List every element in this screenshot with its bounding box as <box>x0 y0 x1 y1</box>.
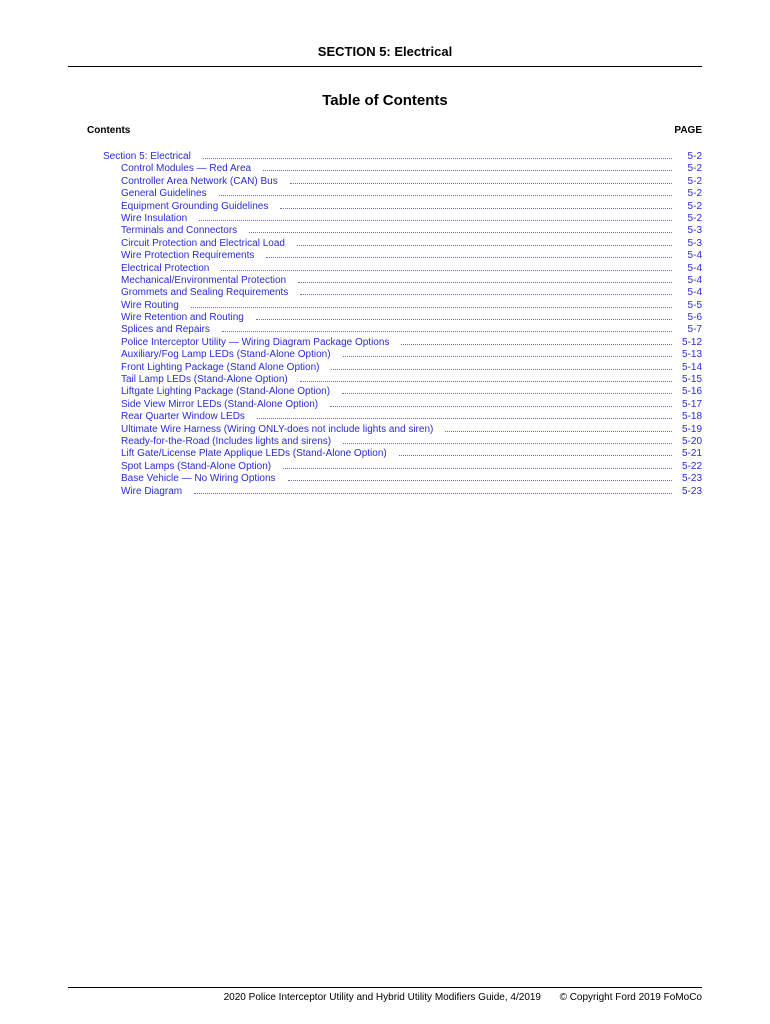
toc-entry[interactable] <box>103 200 702 212</box>
toc-entry-page[interactable]: 5-2 <box>687 188 702 200</box>
toc-entry[interactable] <box>103 423 702 435</box>
dot-leader <box>283 460 672 469</box>
toc-entry[interactable] <box>103 162 702 174</box>
toc-entry[interactable] <box>103 323 702 335</box>
dot-leader <box>300 373 672 382</box>
toc-entry[interactable] <box>103 175 702 187</box>
dot-leader <box>266 249 672 258</box>
toc-entry-label[interactable]: Ultimate Wire Harness (Wiring ONLY-does not include lights and siren) <box>121 423 434 435</box>
toc-entry-label[interactable]: Wire Protection Requirements <box>121 250 255 262</box>
header-rule <box>68 66 702 67</box>
toc-entry-page[interactable]: 5-7 <box>687 324 702 336</box>
toc-entry[interactable] <box>103 187 702 199</box>
dot-leader <box>199 212 672 221</box>
toc-entry-page[interactable]: 5-3 <box>687 225 702 237</box>
toc-entry-page[interactable]: 5-13 <box>681 349 702 361</box>
toc-entry-page[interactable]: 5-21 <box>681 448 702 460</box>
toc-entry-page[interactable]: 5-4 <box>687 250 702 262</box>
dot-leader <box>330 398 672 407</box>
footer-copyright: © Copyright Ford 2019 FoMoCo <box>559 992 702 1003</box>
toc-entry[interactable] <box>103 274 702 286</box>
toc-entry-page[interactable]: 5-3 <box>687 237 702 249</box>
dot-leader <box>290 175 672 184</box>
toc-entry[interactable] <box>103 435 702 447</box>
dot-leader <box>399 447 672 456</box>
toc-entry-page[interactable]: 5-4 <box>687 287 702 299</box>
toc-entry-label[interactable]: Auxiliary/Fog Lamp LEDs (Stand-Alone Option) <box>121 349 331 361</box>
toc-list <box>103 150 702 497</box>
toc-entry-page[interactable]: 5-2 <box>687 200 702 212</box>
toc-entry-page[interactable]: 5-23 <box>681 485 702 497</box>
contents-column-label: Contents <box>87 125 131 136</box>
toc-entry-label[interactable]: Ready-for-the-Road (Includes lights and sirens) <box>121 435 332 447</box>
toc-entry-page[interactable]: 5-5 <box>687 299 702 311</box>
toc-entry-label[interactable]: Terminals and Connectors <box>121 225 238 237</box>
toc-entry[interactable] <box>103 336 702 348</box>
toc-entry-label[interactable]: Liftgate Lighting Package (Stand-Alone Option) <box>121 386 331 398</box>
footer-guide-title: 2020 Police Interceptor Utility and Hybrid Utility Modifiers Guide, 4/2019 <box>223 992 541 1003</box>
footer-rule <box>68 987 702 988</box>
toc-entry-label[interactable]: Front Lighting Package (Stand Alone Option) <box>121 361 320 373</box>
toc-entry[interactable] <box>103 410 702 422</box>
dot-leader <box>249 224 672 233</box>
toc-entry-label[interactable]: Rear Quarter Window LEDs <box>121 411 245 423</box>
toc-entry[interactable] <box>103 224 702 236</box>
toc-title: Table of Contents <box>322 92 448 109</box>
toc-entry-label[interactable]: Equipment Grounding Guidelines <box>121 200 269 212</box>
toc-entry-label[interactable]: Side View Mirror LEDs (Stand-Alone Option) <box>121 398 319 410</box>
toc-entry[interactable] <box>103 348 702 360</box>
toc-entry-label[interactable]: Base Vehicle — No Wiring Options <box>121 473 276 485</box>
page-column-label: PAGE <box>674 125 702 136</box>
toc-entry-label[interactable]: Lift Gate/License Plate Applique LEDs (Stand-Alone Option) <box>121 448 387 460</box>
toc-entry-page[interactable]: 5-6 <box>687 312 702 324</box>
toc-entry[interactable] <box>103 460 702 472</box>
toc-entry-label[interactable]: Wire Routing <box>121 299 179 311</box>
toc-entry[interactable] <box>103 361 702 373</box>
dot-leader <box>203 150 672 159</box>
dot-leader <box>288 472 672 481</box>
toc-entry[interactable] <box>103 472 702 484</box>
dot-leader <box>343 348 672 357</box>
toc-entry[interactable] <box>103 286 702 298</box>
dot-leader <box>221 262 672 271</box>
section-header: SECTION 5: Electrical <box>317 44 453 59</box>
toc-entry-page[interactable]: 5-4 <box>687 274 702 286</box>
dot-leader <box>401 336 672 345</box>
toc-entry-label[interactable]: Tail Lamp LEDs (Stand-Alone Option) <box>121 374 288 386</box>
toc-entry-label[interactable]: Controller Area Network (CAN) Bus <box>121 175 278 187</box>
dot-leader <box>343 435 672 444</box>
toc-entry[interactable] <box>103 150 702 162</box>
toc-entry-label[interactable]: Grommets and Sealing Requirements <box>121 287 289 299</box>
dot-leader <box>222 323 672 332</box>
toc-entry-label[interactable]: General Guidelines <box>121 188 207 200</box>
toc-entry-page[interactable]: 5-22 <box>681 460 702 472</box>
toc-entry-page[interactable]: 5-20 <box>681 435 702 447</box>
toc-entry-page[interactable]: 5-2 <box>687 212 702 224</box>
toc-entry[interactable] <box>103 262 702 274</box>
dot-leader <box>300 286 672 295</box>
toc-entry[interactable] <box>103 485 702 497</box>
toc-entry-page[interactable]: 5-2 <box>687 151 702 162</box>
dot-leader <box>256 311 672 320</box>
toc-entry-page[interactable]: 5-2 <box>687 163 702 175</box>
toc-entry-page[interactable]: 5-15 <box>681 374 702 386</box>
dot-leader <box>298 274 672 283</box>
toc-entry[interactable] <box>103 249 702 261</box>
toc-entry-page[interactable]: 5-18 <box>681 411 702 423</box>
toc-entry-label[interactable]: Circuit Protection and Electrical Load <box>121 237 285 249</box>
toc-entry-label[interactable]: Wire Insulation <box>121 212 188 224</box>
toc-entry-label[interactable]: Control Modules — Red Area <box>121 163 252 175</box>
dot-leader <box>331 361 672 370</box>
toc-entry[interactable] <box>103 311 702 323</box>
toc-entry[interactable] <box>103 237 702 249</box>
dot-leader <box>191 299 672 308</box>
dot-leader <box>219 187 672 196</box>
toc-entry-label[interactable]: Spot Lamps (Stand-Alone Option) <box>121 460 272 472</box>
dot-leader <box>257 410 672 419</box>
dot-leader <box>297 237 672 246</box>
toc-entry[interactable] <box>103 212 702 224</box>
toc-entry-page[interactable]: 5-12 <box>681 336 702 348</box>
toc-entry-label[interactable]: Wire Diagram <box>121 485 183 497</box>
dot-leader <box>263 162 672 171</box>
toc-entry-page[interactable]: 5-4 <box>687 262 702 274</box>
toc-entry[interactable] <box>103 373 702 385</box>
toc-entry[interactable] <box>103 385 702 397</box>
toc-entry-page[interactable]: 5-23 <box>681 473 702 485</box>
toc-entry-label[interactable]: Splices and Repairs <box>121 324 210 336</box>
toc-entry[interactable] <box>103 299 702 311</box>
toc-entry-label[interactable]: Police Interceptor Utility — Wiring Diagram Package Options <box>121 336 390 348</box>
dot-leader <box>445 423 672 432</box>
toc-entry-label[interactable]: Mechanical/Environmental Protection <box>121 274 287 286</box>
toc-entry[interactable] <box>103 447 702 459</box>
toc-entry-page[interactable]: 5-17 <box>681 398 702 410</box>
dot-leader <box>342 385 672 394</box>
toc-entry[interactable] <box>103 398 702 410</box>
toc-entry-label[interactable]: Wire Retention and Routing <box>121 312 244 324</box>
toc-entry-page[interactable]: 5-19 <box>681 423 702 435</box>
dot-leader <box>280 200 672 209</box>
toc-entry-page[interactable]: 5-14 <box>681 361 702 373</box>
toc-entry-label[interactable]: Section 5: Electrical <box>103 151 191 162</box>
toc-entry-page[interactable]: 5-16 <box>681 386 702 398</box>
toc-entry-label[interactable]: Electrical Protection <box>121 262 210 274</box>
toc-entry-page[interactable]: 5-2 <box>687 175 702 187</box>
dot-leader <box>194 485 672 494</box>
